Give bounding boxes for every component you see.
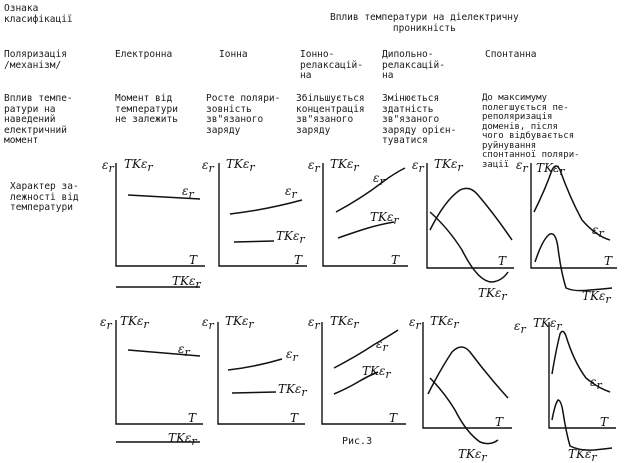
influence-title: Вплив температури на діелектричну проникність bbox=[330, 12, 519, 34]
svg-text:εr: εr bbox=[100, 315, 112, 332]
column-desc-dipole-relaxation: Змінюється здатність зв"язаного заряду орієн- туватися bbox=[382, 93, 457, 146]
svg-text:TKεr: TKεr bbox=[458, 447, 487, 463]
graph-bottom-spontaneous bbox=[514, 316, 616, 463]
tke-curve bbox=[430, 212, 508, 282]
row-label-temp-influence: Вплив темпе- ратури на наведений електричний момент bbox=[4, 93, 73, 146]
svg-text:TKεr: TKεr bbox=[434, 157, 463, 174]
column-desc-ionic-relaxation: Збільшується концентрація зв"язаного заряду bbox=[296, 93, 365, 136]
column-name-ionic: Іонна bbox=[219, 49, 248, 60]
svg-text:T: T bbox=[600, 415, 609, 429]
figure-caption: Рис.3 bbox=[342, 436, 373, 447]
svg-text:T: T bbox=[188, 411, 197, 425]
graph-bottom-ionic bbox=[202, 314, 307, 425]
svg-text:εr: εr bbox=[178, 342, 190, 359]
svg-text:εr: εr bbox=[202, 315, 214, 332]
graph-top-electronic bbox=[102, 157, 205, 291]
svg-text:T: T bbox=[391, 253, 400, 267]
column-desc-spontaneous: До максимуму полегшується пе- реполяризація доменів, після чого відбувається руйнування спонтанної поляри- зації bbox=[482, 93, 580, 170]
graph-bottom-dipole-relaxation bbox=[409, 314, 512, 463]
svg-text:TKεr: TKεr bbox=[533, 316, 562, 333]
svg-text:εr: εr bbox=[308, 315, 320, 332]
graph-top-dipole-relaxation bbox=[412, 157, 514, 303]
graph-top-ionic-relaxation bbox=[308, 157, 408, 267]
svg-text:εr: εr bbox=[182, 184, 194, 201]
svg-text:T: T bbox=[495, 415, 504, 429]
svg-text:εr: εr bbox=[285, 184, 297, 201]
classification-title: Ознака класифікації bbox=[4, 3, 73, 25]
axes bbox=[116, 163, 205, 266]
svg-text:εr: εr bbox=[202, 158, 214, 175]
svg-text:TKεr: TKεr bbox=[120, 314, 149, 331]
svg-text:εr: εr bbox=[516, 158, 528, 175]
svg-text:TKεr: TKεr bbox=[478, 286, 507, 303]
tke-curve bbox=[232, 392, 276, 393]
epsilon-curve bbox=[430, 188, 512, 240]
svg-text:εr: εr bbox=[102, 158, 114, 175]
svg-text:TKεr: TKεr bbox=[536, 161, 565, 178]
svg-text:T: T bbox=[290, 411, 299, 425]
svg-text:εr: εr bbox=[590, 375, 602, 392]
tke-curve bbox=[430, 378, 498, 444]
svg-text:TKεr: TKεr bbox=[276, 229, 305, 246]
svg-text:TKεr: TKεr bbox=[330, 314, 359, 331]
svg-text:T: T bbox=[389, 411, 398, 425]
svg-text:T: T bbox=[604, 254, 613, 268]
epsilon-curve bbox=[336, 168, 405, 212]
column-name-spontaneous: Спонтанна bbox=[485, 49, 537, 60]
column-desc-electronic: Момент від температури не залежить bbox=[115, 93, 178, 125]
svg-text:TKεr: TKεr bbox=[124, 157, 153, 174]
svg-text:εr: εr bbox=[514, 319, 526, 336]
svg-text:T: T bbox=[189, 253, 198, 267]
svg-text:TKεr: TKεr bbox=[582, 289, 611, 306]
tke-curve bbox=[535, 234, 612, 291]
svg-text:εr: εr bbox=[409, 315, 421, 332]
svg-text:TKεr: TKεr bbox=[168, 431, 197, 448]
svg-text:TKεr: TKεr bbox=[225, 314, 254, 331]
column-desc-ionic: Росте поляри- зовність зв"язаного заряду bbox=[206, 93, 281, 136]
row-label-polarization: Поляризація /механізм/ bbox=[4, 49, 67, 71]
svg-text:TKεr: TKεr bbox=[362, 364, 391, 381]
svg-text:εr: εr bbox=[592, 223, 604, 240]
svg-text:T: T bbox=[294, 253, 303, 267]
epsilon-curve bbox=[428, 347, 508, 398]
svg-text:εr: εr bbox=[376, 337, 388, 354]
column-name-dipole-relaxation: Дипольно- релаксацій- на bbox=[382, 49, 445, 81]
column-name-ionic-relaxation: Іонно- релаксацій- на bbox=[300, 49, 363, 81]
svg-text:TKεr: TKεr bbox=[172, 274, 201, 291]
svg-text:εr: εr bbox=[373, 171, 385, 188]
column-name-electronic: Електронна bbox=[115, 49, 173, 60]
svg-text:TKεr: TKεr bbox=[226, 157, 255, 174]
epsilon-curve bbox=[230, 200, 302, 214]
svg-text:TKεr: TKεr bbox=[430, 314, 459, 331]
svg-text:TKεr: TKεr bbox=[568, 447, 597, 463]
tke-curve bbox=[234, 241, 274, 242]
graph-bottom-electronic bbox=[100, 314, 203, 448]
epsilon-curve bbox=[334, 330, 398, 368]
tke-curve bbox=[338, 222, 394, 238]
svg-text:TKεr: TKεr bbox=[278, 382, 307, 399]
svg-text:T: T bbox=[498, 254, 507, 268]
svg-text:TKεr: TKεr bbox=[370, 210, 399, 227]
row-label-dependency: Характер за- лежності від температури bbox=[10, 181, 79, 213]
graph-top-ionic bbox=[202, 157, 307, 267]
epsilon-curve bbox=[228, 359, 282, 370]
svg-text:εr: εr bbox=[412, 158, 424, 175]
svg-text:TKεr: TKεr bbox=[330, 157, 359, 174]
svg-text:εr: εr bbox=[286, 347, 298, 364]
graph-bottom-ionic-relaxation bbox=[308, 314, 406, 425]
graph-top-spontaneous bbox=[516, 158, 617, 306]
svg-text:εr: εr bbox=[308, 158, 320, 175]
